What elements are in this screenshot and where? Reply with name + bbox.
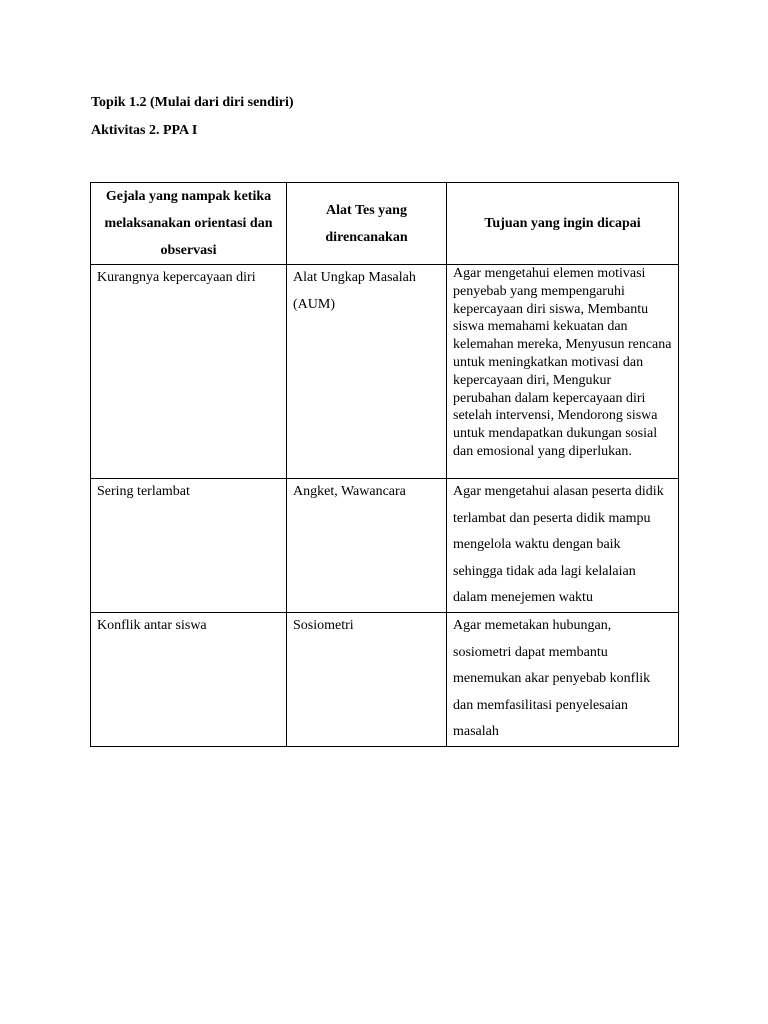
cell-test-tool [287,613,447,747]
symptom-text: Konflik antar siswa [97,618,207,633]
test-tool-text: Alat Ungkap Masalah (AUM) [293,270,416,312]
cell-test-tool [287,479,447,613]
goal-text: Agar mengetahui elemen motivasi penyebab yang mempengaruhi kepercayaan diri siswa, Membantu siswa memahami kekuatan dan kelemahan mereka, Menyusun rencana untuk meningkatkan motivasi dan kepercayaan diri, Mengukur perubahan dalam kepercayaan diri setelah intervensi, Mendorong siswa untuk mendapatkan dukungan sosial dan emosional yang diperlukan. [453,266,672,459]
activity-heading: Aktivitas 2. PPA I [91,123,198,138]
cell-goal [447,613,679,747]
symptom-text: Sering terlambat [97,484,190,499]
cell-symptom [91,265,287,479]
cell-symptom [91,479,287,613]
ppa-table [90,182,679,747]
header-symptom: Gejala yang nampak ketika melaksanakan orientasi dan observasi [91,183,287,265]
goal-text: Agar mengetahui alasan peserta didik terlambat dan peserta didik mampu mengelola waktu dengan baik sehingga tidak ada lagi kelalaian dalam menejemen waktu [453,484,664,605]
test-tool-text: Sosiometri [293,618,354,633]
table-row [91,479,679,613]
cell-symptom [91,613,287,747]
header-test-tool: Alat Tes yang direncanakan [287,183,447,265]
table-row [91,613,679,747]
symptom-text: Kurangnya kepercayaan diri [97,270,256,285]
table-row [91,265,679,479]
table-header-row [91,183,679,265]
cell-goal [447,479,679,613]
cell-test-tool [287,265,447,479]
cell-goal [447,265,679,479]
goal-text: Agar memetakan hubungan, sosiometri dapat membantu menemukan akar penyebab konflik dan memfasilitasi penyelesaian masalah [453,618,651,739]
topic-heading: Topik 1.2 (Mulai dari diri sendiri) [91,95,294,110]
header-goal: Tujuan yang ingin dicapai [447,183,679,265]
test-tool-text: Angket, Wawancara [293,484,406,499]
